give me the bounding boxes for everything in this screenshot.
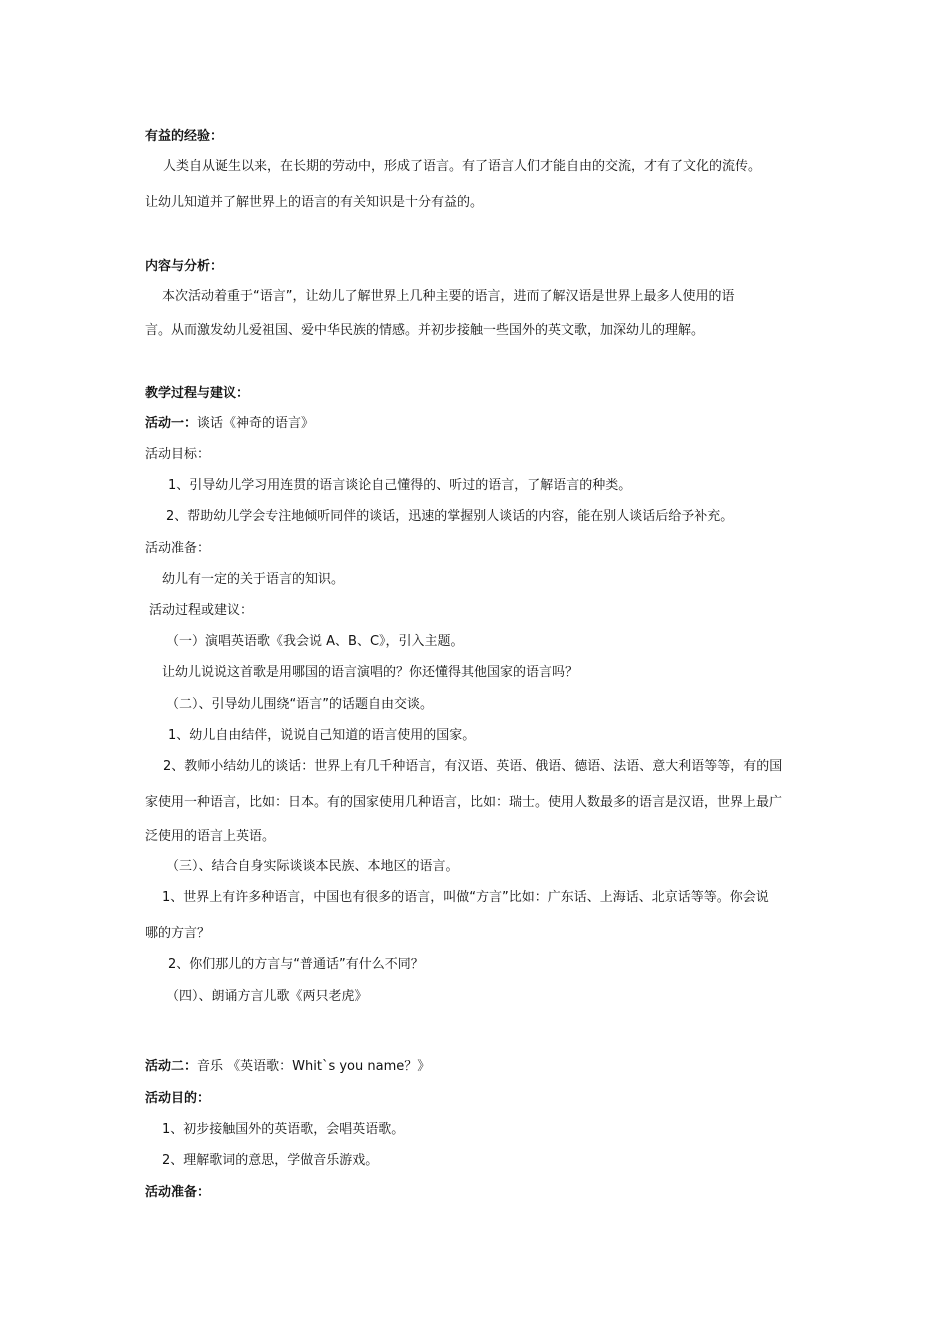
activity1-step-1-question: 让幼儿说说这首歌是用哪国的语言演唱的？你还懂得其他国家的语言吗？ <box>162 665 579 680</box>
activity1-goals-label: 活动目标： <box>145 447 211 462</box>
activity2-prep-label: 活动准备： <box>145 1185 211 1200</box>
activity1-step-2-1: 1、幼儿自由结伴，说说自己知道的语言使用的国家。 <box>168 728 476 743</box>
activity1-title-line <box>145 415 314 433</box>
activity1-step-2-2c: 泛使用的语言上英语。 <box>145 829 276 844</box>
activity1-label: 活动一： <box>145 416 198 431</box>
activity1-step-3: （三）、结合自身实际谈谈本民族、本地区的语言。 <box>166 859 459 874</box>
activity1-prep: 幼儿有一定的关于语言的知识。 <box>162 572 345 587</box>
activity1-goal-1: 1、引导幼儿学习用连贯的语言谈论自己懂得的、听过的语言，了解语言的种类。 <box>168 478 632 493</box>
activity1-title: 谈话《神奇的语言》 <box>197 416 315 431</box>
activity1-step-4: （四）、朗诵方言儿歌《两只老虎》 <box>166 989 368 1004</box>
beneficial-line-2: 让幼儿知道并了解世界上的语言的有关知识是十分有益的。 <box>145 195 484 210</box>
beneficial-heading: 有益的经验： <box>145 129 224 144</box>
activity1-step-3-2: 2、你们那儿的方言与“普通话”有什么不同？ <box>168 957 424 972</box>
activity1-step-2: （二）、引导幼儿围绕“语言”的话题自由交谈。 <box>166 697 433 712</box>
analysis-heading: 内容与分析： <box>145 259 224 274</box>
analysis-line-1: 本次活动着重于“语言”，让幼儿了解世界上几种主要的语言，进而了解汉语是世界上最多人使用的语 <box>162 289 735 304</box>
activity2-goals-label: 活动目的： <box>145 1091 211 1106</box>
activity2-label: 活动二： <box>145 1059 198 1074</box>
activity1-prep-label: 活动准备： <box>145 541 211 556</box>
activity1-steps-label: 活动过程或建议： <box>149 603 254 618</box>
activity1-step-3-1a: 1、世界上有许多种语言，中国也有很多的语言，叫做“方言”比如：广东话、上海话、北京话等等。你会说 <box>162 890 769 905</box>
analysis-line-2: 言。从而激发幼儿爱祖国、爱中华民族的情感。并初步接触一些国外的英文歌，加深幼儿的理解。 <box>145 323 705 338</box>
activity2-goal-1: 1、初步接触国外的英语歌，会唱英语歌。 <box>162 1122 405 1137</box>
activity1-step-2-2b: 家使用一种语言，比如：日本。有的国家使用几种语言，比如：瑞士。使用人数最多的语言是汉语，世界上最广 <box>145 795 783 810</box>
activity2-title: 音乐 《英语歌：Whit`s you name？》 <box>197 1059 431 1074</box>
activity1-goal-2: 2、帮助幼儿学会专注地倾听同伴的谈话，迅速的掌握别人谈话的内容，能在别人谈话后给予补充。 <box>166 509 734 524</box>
beneficial-line-1: 人类自从诞生以来，在长期的劳动中，形成了语言。有了语言人们才能自由的交流，才有了文化的流传。 <box>163 159 762 174</box>
activity1-step-1: （一）演唱英语歌《我会说 A、B、C》，引入主题。 <box>166 634 464 649</box>
activity1-step-2-2a: 2、教师小结幼儿的谈话：世界上有几千种语言，有汉语、英语、俄语、德语、法语、意大利语等等，有的国 <box>163 759 783 774</box>
activity1-step-3-1b: 哪的方言？ <box>145 926 211 941</box>
activity2-goal-2: 2、理解歌词的意思，学做音乐游戏。 <box>162 1153 379 1168</box>
activity2-title-line <box>145 1058 430 1076</box>
process-heading: 教学过程与建议： <box>145 386 250 401</box>
